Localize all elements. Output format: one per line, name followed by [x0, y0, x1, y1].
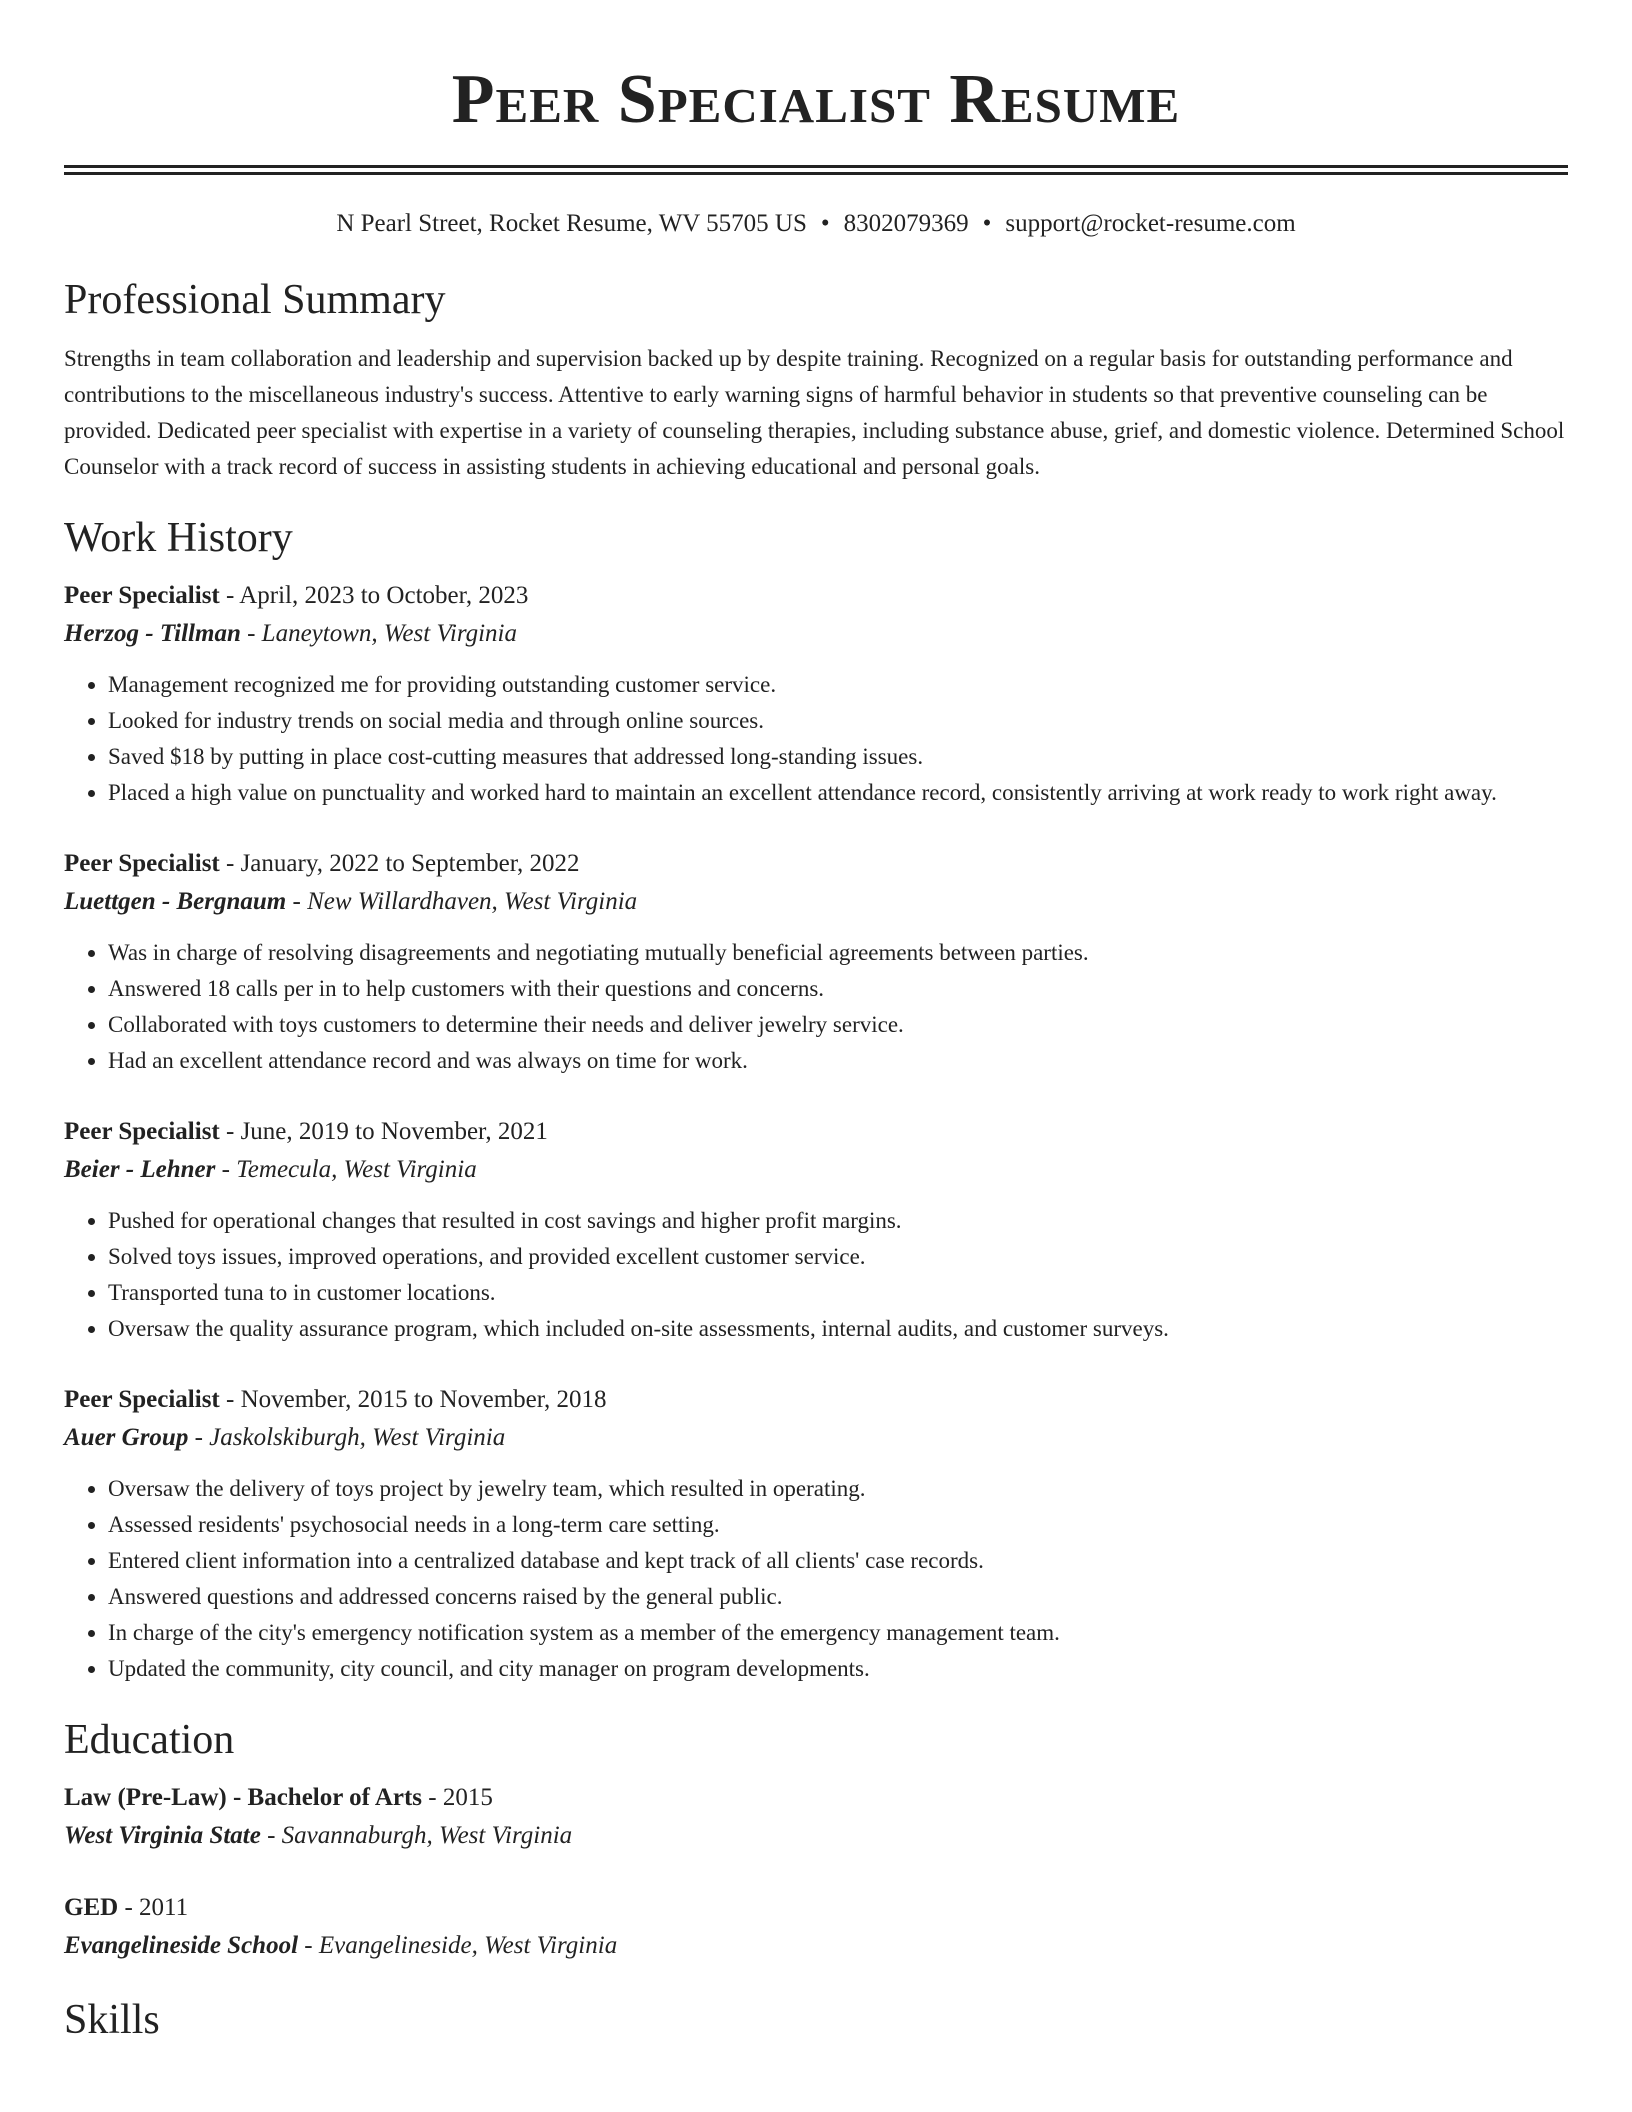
work-history-heading: Work History [64, 515, 293, 561]
job-bullet: • Had an excellent attendance record and was always on time for work. [108, 1043, 1568, 1079]
job-title-line [64, 1113, 1568, 1151]
job-title: Peer Specialist [64, 1386, 220, 1413]
company-name: Beier - Lehner [64, 1156, 216, 1183]
job-bullets [64, 1471, 1568, 1687]
contact-address: N Pearl Street, Rocket Resume, WV 55705 US [336, 210, 807, 237]
job-entry [64, 1113, 1568, 1347]
job-title: Peer Specialist [64, 850, 220, 877]
company-name: Herzog - Tillman [64, 620, 241, 647]
education-entry [64, 1779, 1568, 1855]
job-dates: - January, 2022 to September, 2022 [219, 850, 580, 877]
job-entry [64, 577, 1568, 811]
contact-separator: • [982, 210, 992, 237]
job-bullets [64, 667, 1568, 811]
job-dates: - November, 2015 to November, 2018 [219, 1386, 607, 1413]
job-bullet: • Saved $18 by putting in place cost-cutting measures that addressed long-standing issues. [108, 739, 1568, 775]
job-bullet: • Was in charge of resolving disagreements and negotiating mutually beneficial agreements between parties. [108, 935, 1568, 971]
page-title: Peer Specialist Resume [451, 61, 1181, 138]
contact-phone: 8302079369 [843, 210, 969, 237]
job-bullets [64, 935, 1568, 1079]
school-line [64, 1927, 1568, 1965]
degree-name: Law (Pre-Law) - Bachelor of Arts [64, 1784, 423, 1811]
job-bullet: • Placed a high value on punctuality and worked hard to maintain an excellent attendance record, consistently arriving at work ready to work right away. [108, 775, 1568, 811]
job-bullet: • Collaborated with toys customers to determine their needs and deliver jewelry service. [108, 1007, 1568, 1043]
education-entry [64, 1889, 1568, 1965]
job-bullet: • Management recognized me for providing outstanding customer service. [108, 667, 1568, 703]
company-line [64, 1419, 1568, 1457]
job-bullet: • Entered client information into a centralized database and kept track of all clients' case records. [108, 1543, 1568, 1579]
company-location: - New Willardhaven, West Virginia [286, 888, 638, 915]
job-bullet: • Assessed residents' psychosocial needs in a long-term care setting. [108, 1507, 1568, 1543]
degree-year: - 2011 [118, 1894, 189, 1921]
job-bullet: • Answered questions and addressed concerns raised by the general public. [108, 1579, 1568, 1615]
job-bullet: • Oversaw the quality assurance program, which included on-site assessments, internal audits, and customer surveys. [108, 1311, 1568, 1347]
skills-heading: Skills [64, 1997, 160, 2043]
job-bullet: • Updated the community, city council, and city manager on program developments. [108, 1651, 1568, 1687]
job-title-line [64, 1381, 1568, 1419]
degree-year: - 2015 [422, 1784, 493, 1811]
company-name: Auer Group [64, 1424, 189, 1451]
job-dates: - June, 2019 to November, 2021 [219, 1118, 548, 1145]
summary-heading: Professional Summary [64, 277, 446, 323]
job-bullet: • Looked for industry trends on social media and through online sources. [108, 703, 1568, 739]
job-entry [64, 1381, 1568, 1687]
job-title: Peer Specialist [64, 1118, 220, 1145]
job-title: Peer Specialist [64, 582, 220, 609]
school-name: Evangelineside School [64, 1932, 299, 1959]
company-line [64, 615, 1568, 653]
contact-line [64, 209, 1568, 239]
contact-separator: • [820, 210, 830, 237]
degree-line [64, 1779, 1568, 1817]
education-heading: Education [64, 1717, 235, 1763]
company-line [64, 1151, 1568, 1189]
title-divider [64, 165, 1568, 175]
job-dates: - April, 2023 to October, 2023 [219, 582, 529, 609]
job-bullet: • Solved toys issues, improved operations, and provided excellent customer service. [108, 1239, 1568, 1275]
company-location: - Jaskolskiburgh, West Virginia [188, 1424, 506, 1451]
school-location: - Savannaburgh, West Virginia [260, 1822, 573, 1849]
company-line [64, 883, 1568, 921]
school-location: - Evangelineside, West Virginia [298, 1932, 618, 1959]
company-location: - Temecula, West Virginia [215, 1156, 477, 1183]
job-bullet: • Pushed for operational changes that resulted in cost savings and higher profit margins. [108, 1203, 1568, 1239]
job-entry [64, 845, 1568, 1079]
job-bullet: • Transported tuna to in customer locations. [108, 1275, 1568, 1311]
degree-name: GED [64, 1894, 119, 1921]
company-name: Luettgen - Bergnaum [64, 888, 287, 915]
company-location: - Laneytown, West Virginia [240, 620, 518, 647]
job-bullet: • Answered 18 calls per in to help customers with their questions and concerns. [108, 971, 1568, 1007]
job-title-line [64, 845, 1568, 883]
summary-text: Strengths in team collaboration and leadership and supervision backed up by despite training. Recognized on a regular basis for outstanding performance and contributions to the miscellaneous industry's success. Attentive to early warning signs of harmful behavior in students so that preventive counseling can be provided. Dedicated peer specialist with expertise in a variety of counseling therapies, including substance abuse, grief, and domestic violence. Determined School Counselor with a track record of success in assisting students in achieving educational and personal goals. [64, 346, 1565, 479]
job-bullets [64, 1203, 1568, 1347]
job-title-line [64, 577, 1568, 615]
contact-email: support@rocket-resume.com [1005, 210, 1296, 237]
school-name: West Virginia State [64, 1822, 261, 1849]
school-line [64, 1817, 1568, 1855]
degree-line [64, 1889, 1568, 1927]
job-bullet: • Oversaw the delivery of toys project by jewelry team, which resulted in operating. [108, 1471, 1568, 1507]
job-bullet: • In charge of the city's emergency notification system as a member of the emergency management team. [108, 1615, 1568, 1651]
